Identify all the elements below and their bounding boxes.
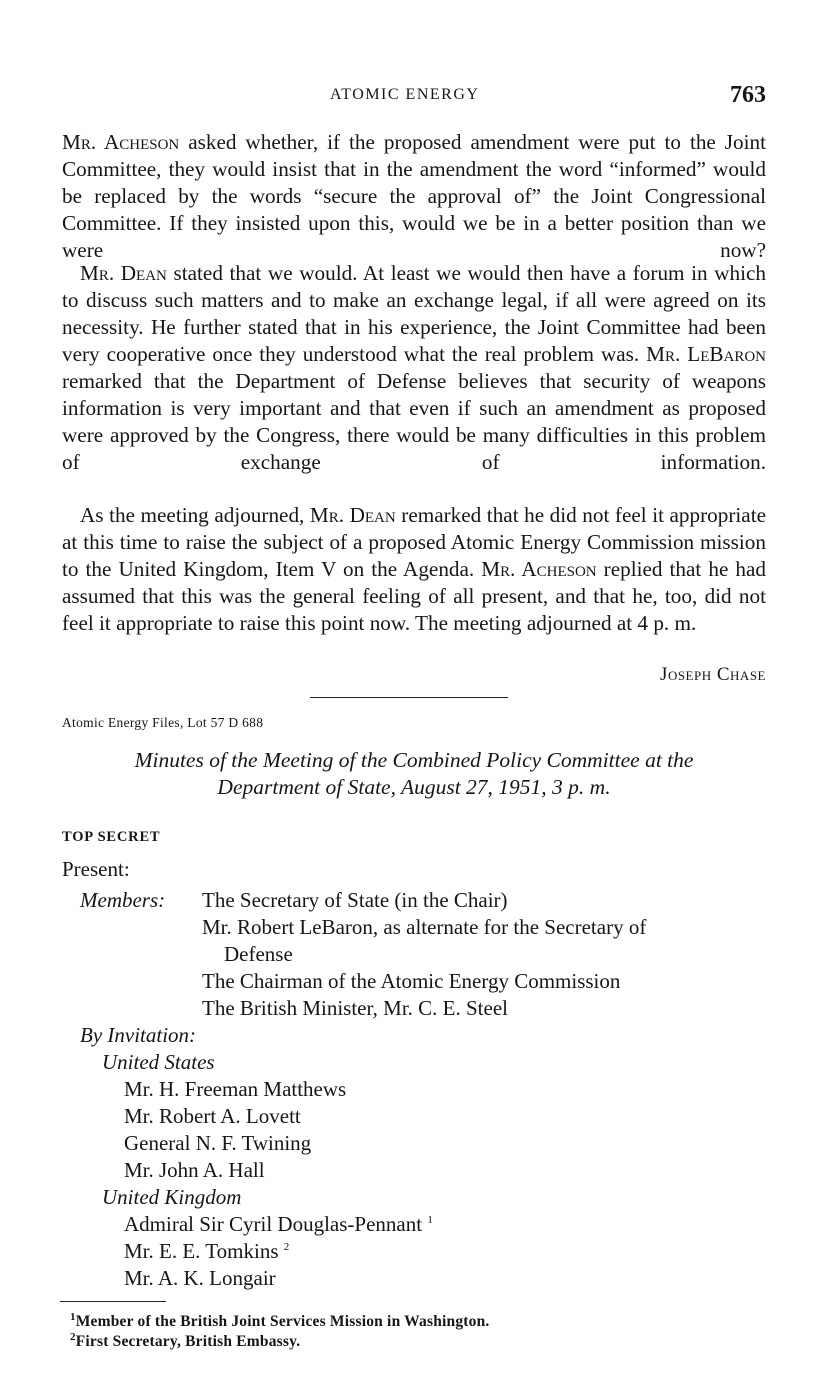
member-item: The Chairman of the Atomic Energy Commission [202,969,621,993]
paragraph-text: asked whether, if the proposed amendment were put to the Joint Committee, they would insist that in the amendment the word “informed” would be replaced by the words “secure the approval of” the Joint Congressional Committee. If they insisted upon this, would we be in a better position than we were now? [62,130,766,262]
uk-attendee [124,1212,433,1237]
footnote-text: Member of the British Joint Services Mission in Washington. [75,1313,490,1331]
footnote-1 [70,1311,490,1331]
paragraph-text: replied that he had assumed that this was the general feeling of all present, and that he, too, did not feel it appropriate to raise this point now. The meeting adjourned at 4 p. m. [62,557,767,635]
members-label: Members: [80,888,166,912]
us-attendee: Mr. Robert A. Lovett [124,1104,301,1128]
paragraph-text: remarked that he did not feel it appropriate at this time to raise the subject of a proposed Atomic Energy Commission mission to the United Kingdom, Item V on the Agenda. [62,503,766,581]
uk-attendee: Mr. A. K. Longair [124,1266,276,1290]
document-title-line-2: Department of State, August 27, 1951, 3 p. m. [217,775,611,799]
speaker-name: Mr. Acheson [62,130,180,154]
paragraph-3 [62,502,766,637]
paragraph-text: remarked that the Department of Defense believes that security of weapons information is very important and that even if such an amendment as proposed were approved by the Congress, there would be many difficulties in this problem of exchange of information. [62,369,766,474]
classification-marking: TOP SECRET [62,829,161,845]
footnote-text: First Secretary, British Embassy. [75,1333,301,1351]
footnote-mark: 2 [70,1331,76,1343]
uk-attendee [124,1239,289,1264]
page-number: 763 [730,82,766,108]
uk-attendee-name: Admiral Sir Cyril Douglas-Pennant [124,1212,423,1236]
footnote-divider [60,1301,166,1302]
us-attendee: Mr. H. Freeman Matthews [124,1077,347,1101]
member-item: The British Minister, Mr. C. E. Steel [202,996,508,1020]
us-attendee: Mr. John A. Hall [124,1158,265,1182]
uk-attendee-name: Mr. E. E. Tomkins [124,1239,279,1263]
running-head: ATOMIC ENERGY [330,86,480,103]
us-label: United States [102,1050,215,1074]
uk-label: United Kingdom [102,1185,242,1209]
paragraph-1 [62,129,766,264]
member-item: Defense [224,942,293,966]
paragraph-text: As the meeting adjourned, [80,503,310,527]
present-label: Present: [62,857,130,881]
member-item: The Secretary of State (in the Chair) [202,888,508,912]
signature: Joseph Chase [660,664,766,685]
speaker-name: Mr. LeBaron [646,342,766,366]
source-note: Atomic Energy Files, Lot 57 D 688 [62,715,264,730]
footnote-ref: 2 [283,1241,290,1253]
page-header [0,82,838,112]
footnote-mark: 1 [70,1311,76,1323]
section-divider [310,697,508,698]
paragraph-2 [62,260,766,476]
invitation-label: By Invitation: [80,1023,197,1047]
footnote-2 [70,1331,300,1351]
us-attendee: General N. F. Twining [124,1131,312,1155]
speaker-name: Mr. Dean [309,503,396,527]
speaker-name: Mr. Acheson [481,557,597,581]
speaker-name: Mr. Dean [80,261,167,285]
paragraph-text: stated that we would. At least we would then have a forum in which to discuss such matters and to make an exchange legal, if all were agreed on its necessity. He further stated that in his experience, the Joint Committee had been very cooperative once they understood what the real problem was. [62,261,766,366]
footnote-ref: 1 [427,1214,433,1226]
document-title-line-1: Minutes of the Meeting of the Combined Policy Committee at the [134,748,694,772]
member-item: Mr. Robert LeBaron, as alternate for the Secretary of [202,915,647,939]
